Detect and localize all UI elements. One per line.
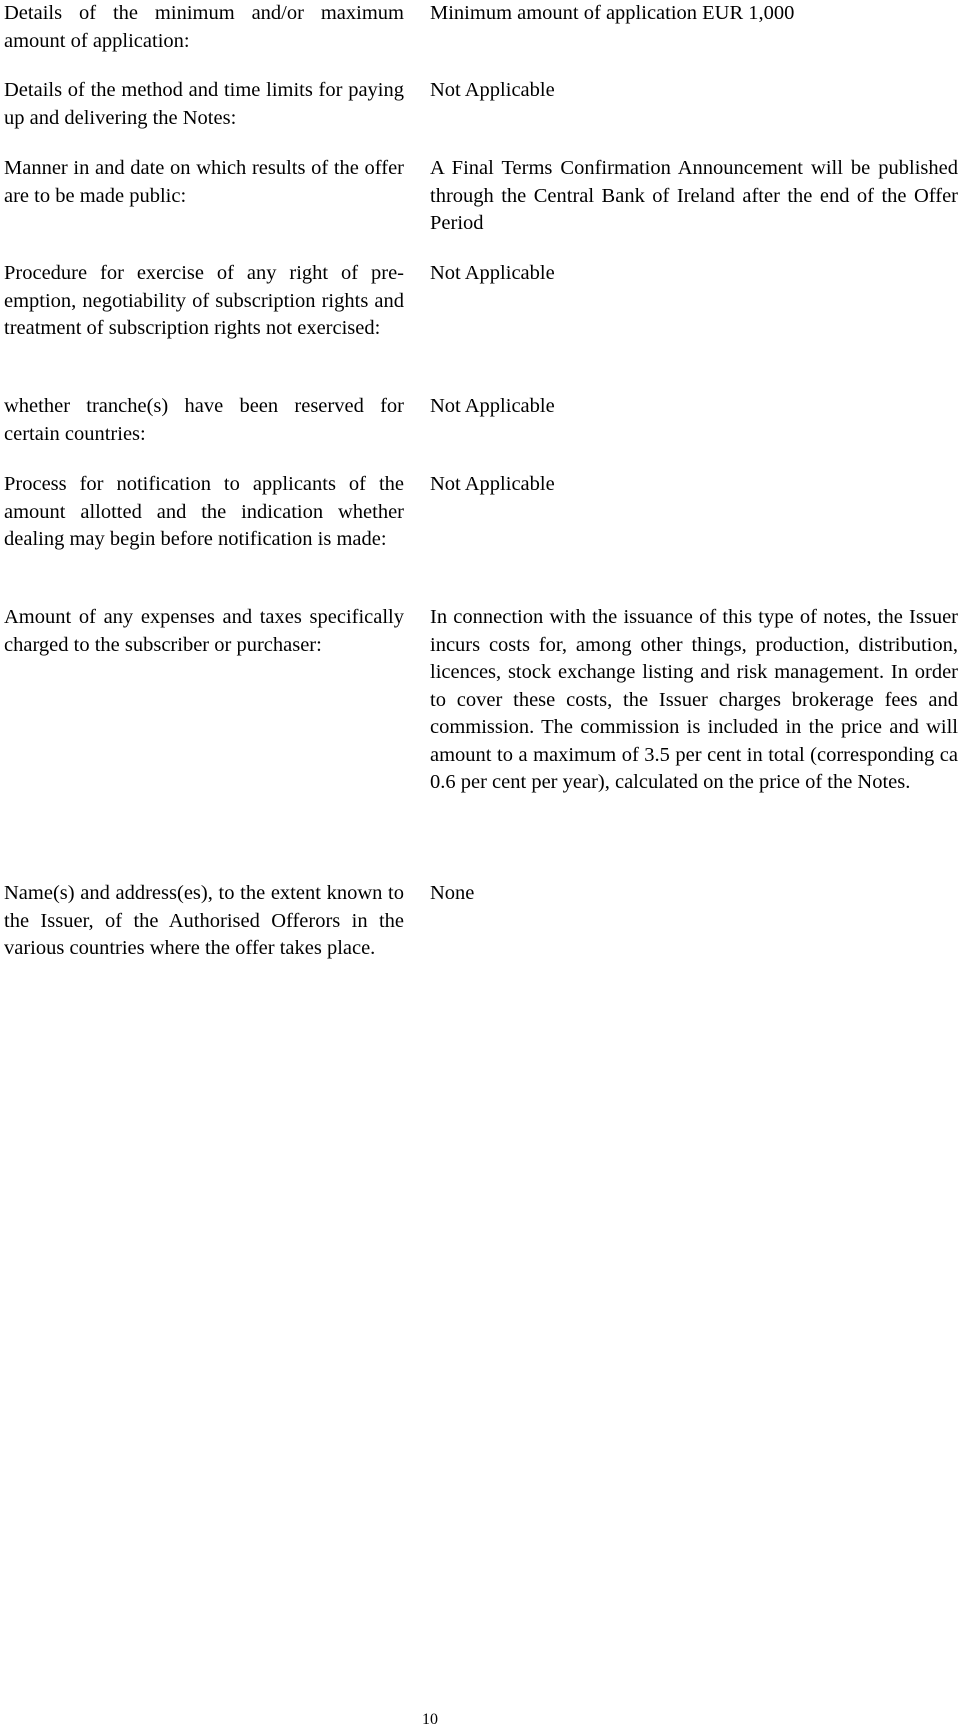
term-value: Not Applicable [430,395,555,417]
term-value: Not Applicable [430,262,555,284]
term-value: Minimum amount of application EUR 1,000 [430,2,795,24]
term-label: Procedure for exercise of any right of pre-emption, negotiability of subscription rights and treatment of subscription rights not exercised: [4,262,404,339]
term-value: Not Applicable [430,79,555,101]
term-label: Manner in and date on which results of the offer are to be made public: [4,157,404,207]
term-label: whether tranche(s) have been reserved for certain countries: [4,395,404,445]
terms-row-pre-emption [0,260,960,343]
term-value: A Final Terms Confirmation Announcement will be published through the Central Bank of Ireland after the end of the Offer Period [430,157,958,234]
terms-row-tranches-reserved [0,393,960,448]
page-number: 10 [422,1711,438,1728]
term-value: None [430,882,475,904]
terms-row-paying-up-delivering [0,77,960,132]
term-label: Amount of any expenses and taxes specifically charged to the subscriber or purchaser: [4,606,404,656]
term-value: Not Applicable [430,473,555,495]
terms-row-results-public [0,155,960,238]
term-label: Process for notification to applicants of the amount allotted and the indication whether dealing may begin before notification is made: [4,473,404,550]
terms-row-min-max-application [0,0,960,55]
term-label: Details of the method and time limits for paying up and delivering the Notes: [4,79,404,129]
terms-row-authorised-offerors [0,880,960,963]
terms-row-notification-process [0,471,960,554]
terms-row-expenses-taxes [0,604,960,797]
term-value: In connection with the issuance of this type of notes, the Issuer incurs costs for, among other things, production, distribution, licences, stock exchange listing and risk management. In order to cover these costs, the Issuer charges brokerage fees and commission. The commission is included in the price and will amount to a maximum of 3.5 per cent in total (corresponding ca 0.6 per cent per year), calculated on the price of the Notes. [430,606,958,793]
term-label: Details of the minimum and/or maximum amount of application: [4,2,404,52]
term-label: Name(s) and address(es), to the extent known to the Issuer, of the Authorised Offerors in the various countries where the offer takes place. [4,882,404,959]
